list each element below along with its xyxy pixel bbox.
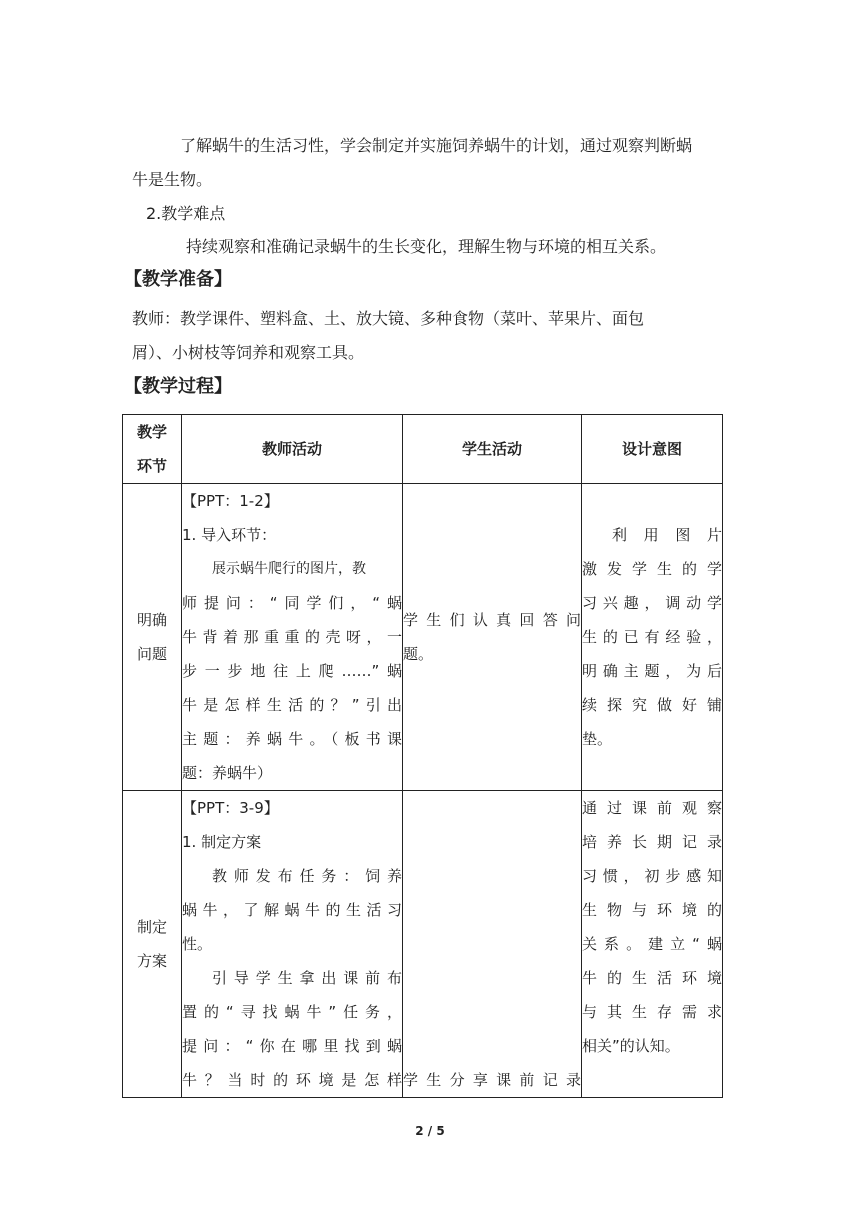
- intro-line-1: 了解蜗牛的生活习性，学会制定并实施饲养蜗牛的计划，通过观察判断蜗: [180, 136, 693, 155]
- stage-line: 明确: [136, 611, 167, 629]
- stage-cell: [123, 484, 182, 791]
- prep-line-1: 教师：教学课件、塑料盒、土、放大镜、多种食物（菜叶、苹果片、面包: [132, 309, 645, 328]
- student-line: 学生们认真回答问: [403, 611, 581, 629]
- stage-line: 问题: [136, 645, 167, 663]
- teacher-line: 【PPT：3-9】: [182, 799, 279, 817]
- teacher-line: 【PPT：1-2】: [182, 492, 279, 510]
- header-stage-line: 环节: [136, 457, 167, 475]
- teacher-line: 引导学生拿出课前布: [212, 969, 402, 987]
- header-stage: [123, 415, 182, 484]
- intent-line: 与其生存需求: [582, 1003, 722, 1021]
- teacher-line: 提问：“你在哪里找到蜗: [182, 1037, 402, 1055]
- intent-line: 利用图片: [612, 526, 722, 544]
- intent-line: 生的已有经验，: [582, 628, 722, 646]
- teacher-line: 蜗牛，了解蜗牛的生活习: [182, 901, 402, 919]
- intent-line: 续探究做好铺: [582, 696, 722, 714]
- intent-cell: [582, 484, 723, 791]
- teacher-line: 教师发布任务：饲养: [212, 867, 402, 885]
- teacher-line: 置的“寻找蜗牛”任务，: [182, 1003, 402, 1021]
- intent-line: 培养长期记录: [582, 833, 722, 851]
- difficulty-text: 持续观察和准确记录蜗牛的生长变化，理解生物与环境的相互关系。: [186, 237, 667, 256]
- header-intent: 设计意图: [582, 415, 723, 484]
- teacher-line: 步一步地往上爬……”蜗: [182, 662, 402, 680]
- intent-line: 习惯，初步感知: [582, 867, 722, 885]
- teacher-line: 师提问：“同学们，“蜗: [182, 594, 402, 612]
- teacher-line: 牛是怎样生活的？”引出: [182, 696, 402, 714]
- teaching-process-table: [122, 414, 723, 1098]
- teacher-line: 牛背着那重重的壳呀，一: [182, 628, 402, 646]
- intent-cell: [582, 791, 723, 1098]
- header-stage-line: 教学: [136, 423, 167, 441]
- stage-line: 方案: [136, 952, 167, 970]
- teacher-line: 展示蜗牛爬行的图片，教: [212, 561, 366, 577]
- header-student: 学生活动: [403, 415, 582, 484]
- intent-line: 习兴趣，调动学: [582, 594, 722, 612]
- process-heading: 【教学过程】: [124, 376, 232, 397]
- student-line: 题。: [403, 645, 434, 663]
- teacher-cell: [182, 791, 403, 1098]
- stage-line: 制定: [136, 918, 167, 936]
- intent-line: 激发学生的学: [582, 560, 722, 578]
- intent-line: 关系。建立“蜗: [582, 935, 722, 953]
- teacher-line: 1. 导入环节：: [182, 526, 277, 544]
- teacher-line: 1. 制定方案: [182, 833, 262, 851]
- intent-line: 明确主题，为后: [582, 662, 722, 680]
- intent-line: 生物与环境的: [582, 901, 722, 919]
- student-line: 学生分享课前记录: [403, 1071, 581, 1089]
- intro-line-2: 牛是生物。: [132, 170, 213, 189]
- difficulty-heading: 2.教学难点: [146, 204, 226, 223]
- teacher-line: 主题：养蜗牛。（板书课: [182, 730, 402, 748]
- intent-line: 牛的生活环境: [582, 969, 722, 987]
- page-number: 2 / 5: [415, 1124, 445, 1138]
- teacher-cell: [182, 484, 403, 791]
- intent-line: 通过课前观察: [582, 799, 722, 817]
- prep-line-2: 屑）、小树枝等饲养和观察工具。: [132, 343, 365, 362]
- header-teacher: 教师活动: [182, 415, 403, 484]
- teacher-line: 牛？当时的环境是怎样: [182, 1071, 402, 1089]
- prep-heading: 【教学准备】: [124, 269, 232, 290]
- table-row: [123, 484, 723, 791]
- intent-line: 相关”的认知。: [582, 1037, 680, 1055]
- teacher-line: 性。: [182, 935, 213, 953]
- teacher-line: 题：养蜗牛）: [182, 764, 273, 782]
- student-cell: [403, 484, 582, 791]
- stage-cell: [123, 791, 182, 1098]
- intent-line: 垫。: [582, 730, 613, 748]
- student-cell: [403, 791, 582, 1098]
- table-row: [123, 791, 723, 1098]
- table-header-row: [123, 415, 723, 484]
